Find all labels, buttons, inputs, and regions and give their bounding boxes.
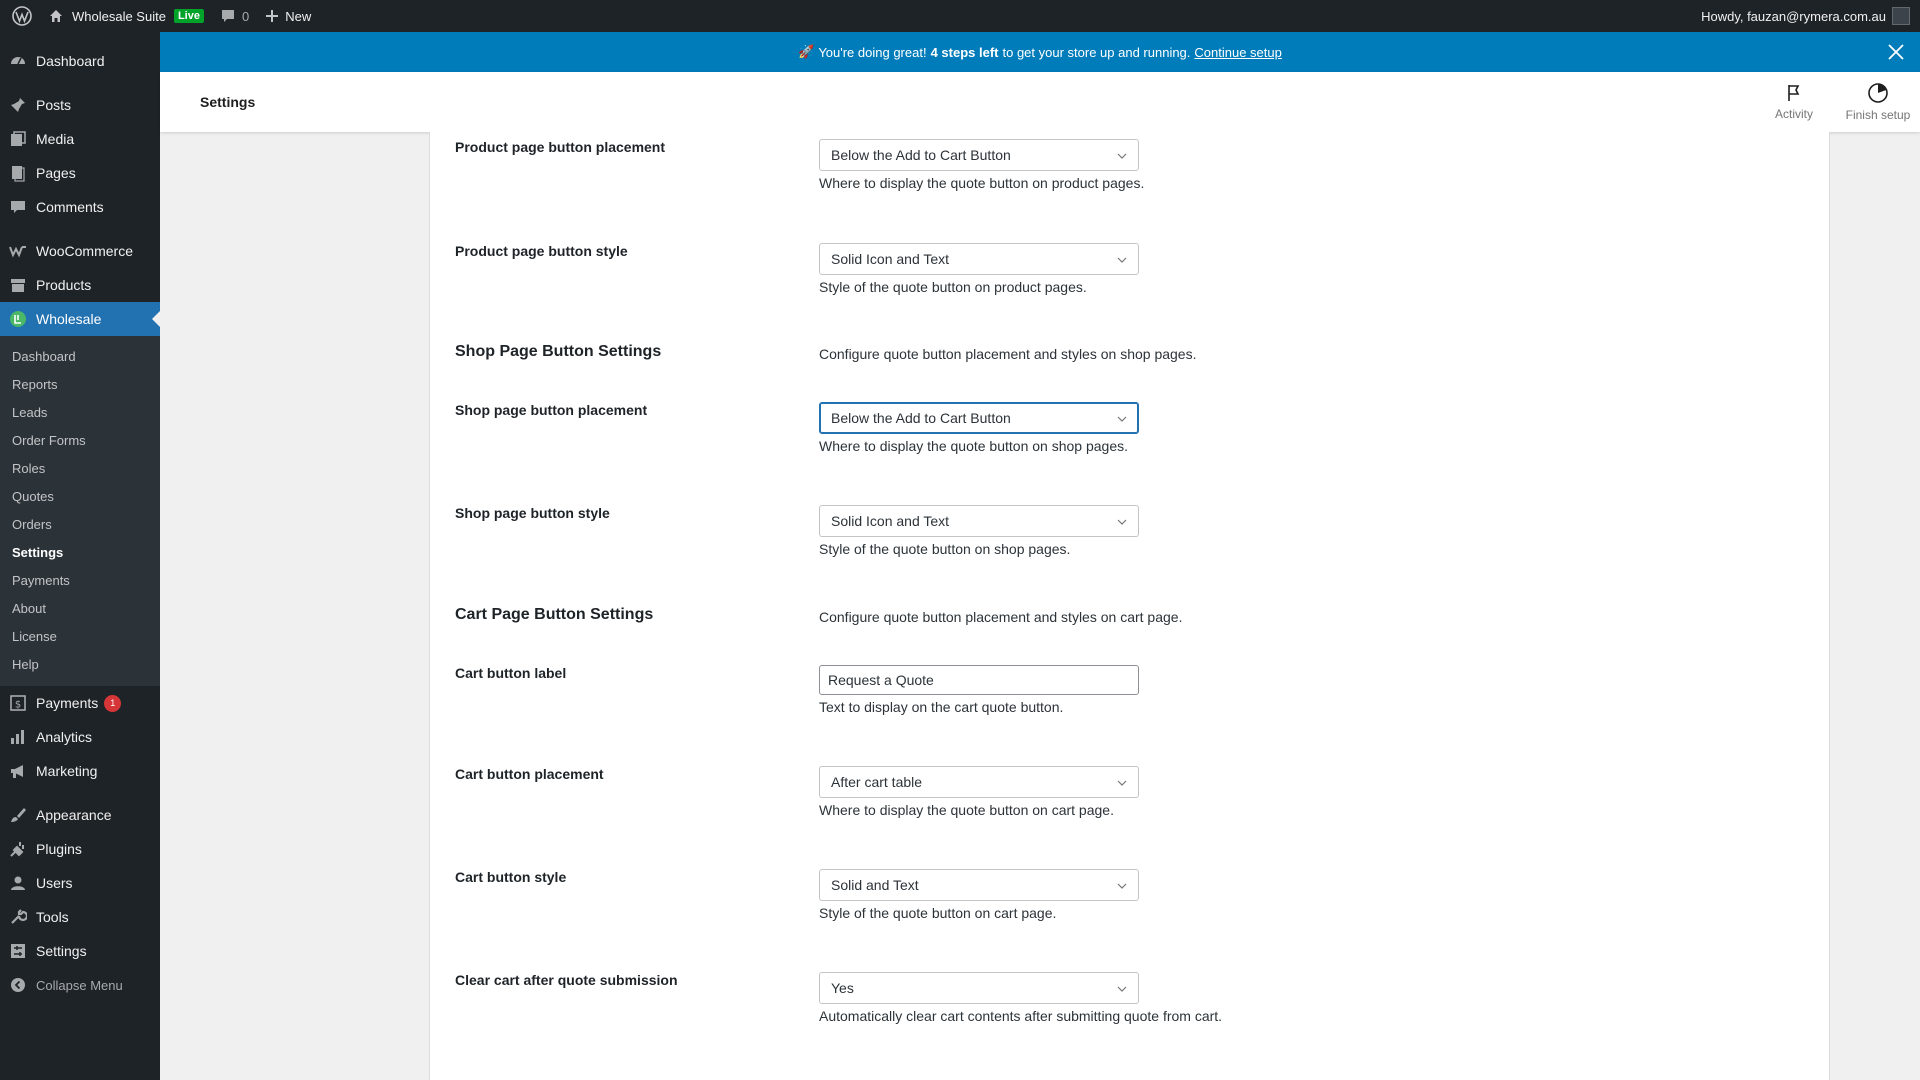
submenu-orders[interactable]: Orders [12, 517, 52, 532]
collapse-menu-button[interactable] [0, 968, 160, 1002]
menu-label: Users [36, 875, 73, 891]
shop-style-select[interactable] [819, 505, 1139, 537]
wrench-icon [8, 907, 28, 927]
menu-label: Wholesale [36, 311, 102, 327]
admin-bar [0, 0, 1920, 32]
submenu-leads[interactable]: Leads [12, 405, 48, 420]
menu-analytics[interactable] [0, 720, 160, 754]
chevron-down-icon [1116, 516, 1128, 528]
my-account[interactable] [1693, 0, 1920, 32]
menu-products[interactable] [0, 268, 160, 302]
continue-setup-link[interactable]: Continue setup [1194, 44, 1282, 60]
site-name-link[interactable] [40, 0, 212, 32]
user-icon [8, 873, 28, 893]
chevron-down-icon [1116, 880, 1128, 892]
settings-panel [429, 132, 1830, 1080]
setting-description: Style of the quote button on cart page. [819, 905, 1057, 921]
close-icon[interactable] [1886, 42, 1906, 62]
home-icon [48, 8, 64, 24]
megaphone-icon [8, 761, 28, 781]
setting-label: Cart button label [455, 665, 567, 681]
pin-icon [8, 95, 28, 115]
activity-label: Activity [1774, 107, 1813, 121]
wholesale-icon [8, 309, 28, 329]
shop-placement-select[interactable] [819, 402, 1139, 434]
setting-label: Shop page button placement [455, 402, 648, 418]
menu-settings[interactable] [0, 934, 160, 968]
setting-description: Style of the quote button on product pages. [819, 279, 1087, 295]
menu-label: Media [36, 131, 75, 147]
chevron-down-icon [1116, 150, 1128, 162]
site-name: Wholesale Suite [72, 8, 166, 24]
comment-bubble-icon [220, 8, 236, 24]
media-icon [8, 129, 28, 149]
comments-link[interactable] [212, 0, 257, 32]
chevron-down-icon [1116, 777, 1128, 789]
setting-label: Cart button placement [455, 766, 604, 782]
submenu-quotes[interactable]: Quotes [12, 489, 54, 504]
menu-label: Pages [36, 165, 76, 181]
payments-badge: 1 [104, 695, 121, 712]
chevron-down-icon [1116, 983, 1128, 995]
select-value: Solid Icon and Text [831, 513, 950, 529]
menu-label: Products [36, 277, 92, 293]
page-header [160, 72, 1920, 132]
cart-label-input[interactable] [819, 665, 1139, 695]
flag-icon [1784, 83, 1804, 103]
chevron-down-icon [1116, 413, 1128, 425]
setup-notice [160, 32, 1920, 72]
new-content-link[interactable] [257, 0, 319, 32]
clear-cart-select[interactable] [819, 972, 1139, 1004]
wordpress-logo-icon[interactable] [4, 0, 40, 32]
menu-plugins[interactable] [0, 832, 160, 866]
menu-pages[interactable] [0, 156, 160, 190]
product-placement-select[interactable] [819, 139, 1139, 171]
setting-description: Text to display on the cart quote button. [819, 699, 1064, 715]
section-heading: Cart Page Button Settings [455, 606, 654, 623]
setting-label: Shop page button style [455, 505, 610, 521]
product-style-select[interactable] [819, 243, 1139, 275]
section-description: Configure quote button placement and styles on cart page. [819, 609, 1183, 625]
brush-icon [8, 805, 28, 825]
menu-label: Marketing [36, 763, 98, 779]
select-value: After cart table [831, 774, 923, 790]
setting-label: Clear cart after quote submission [455, 972, 678, 988]
setting-label: Product page button placement [455, 139, 666, 155]
setting-label: Cart button style [455, 869, 567, 885]
menu-posts[interactable] [0, 88, 160, 122]
cart-placement-select[interactable] [819, 766, 1139, 798]
collapse-label: Collapse Menu [36, 977, 123, 993]
menu-woocommerce[interactable] [0, 234, 160, 268]
submenu-about[interactable]: About [12, 601, 46, 616]
submenu-settings[interactable]: Settings [12, 545, 64, 560]
menu-comments[interactable] [0, 190, 160, 224]
new-label: New [285, 8, 312, 24]
menu-label: Posts [36, 97, 72, 113]
menu-label: Payments [36, 695, 99, 711]
svg-text:$: $ [14, 699, 22, 711]
menu-tools[interactable] [0, 900, 160, 934]
setting-description: Where to display the quote button on cart page. [819, 802, 1114, 818]
submenu-license[interactable]: License [12, 629, 57, 644]
wholesale-submenu [0, 336, 160, 686]
comment-icon [8, 197, 28, 217]
analytics-icon [8, 727, 28, 747]
menu-label: Settings [36, 943, 87, 959]
progress-circle-icon [1867, 82, 1889, 104]
rocket-icon: 🚀 [798, 44, 815, 59]
menu-users[interactable] [0, 866, 160, 900]
notice-text-before: You're doing great! [818, 44, 927, 60]
plus-icon [265, 9, 279, 23]
comments-count: 0 [241, 8, 250, 24]
howdy-text: Howdy, fauzan@rymera.com.au [1701, 8, 1886, 24]
submenu-help[interactable]: Help [12, 657, 39, 672]
admin-sidebar [0, 32, 160, 1080]
select-value: Solid and Text [831, 877, 919, 893]
menu-label: WooCommerce [36, 243, 133, 259]
chevron-down-icon [1116, 254, 1128, 266]
menu-payments[interactable] [0, 686, 160, 720]
live-badge: Live [174, 9, 204, 23]
finish-setup-button[interactable] [1836, 72, 1920, 132]
section-description: Configure quote button placement and styles on shop pages. [819, 346, 1197, 362]
menu-marketing[interactable] [0, 754, 160, 788]
pages-icon [8, 163, 28, 183]
menu-wholesale[interactable] [0, 302, 160, 336]
activity-button[interactable] [1752, 72, 1836, 132]
woocommerce-icon [8, 241, 28, 261]
setting-description: Where to display the quote button on product pages. [819, 175, 1145, 191]
setting-description: Automatically clear cart contents after submitting quote from cart. [819, 1008, 1223, 1024]
menu-media[interactable] [0, 122, 160, 156]
cart-style-select[interactable] [819, 869, 1139, 901]
settings-icon [8, 941, 28, 961]
submenu-order-forms[interactable]: Order Forms [12, 433, 86, 448]
select-value: Below the Add to Cart Button [831, 410, 1011, 426]
submenu-dashboard[interactable]: Dashboard [12, 349, 76, 364]
select-value: Yes [831, 980, 854, 996]
menu-label: Appearance [36, 807, 112, 823]
section-heading: Shop Page Button Settings [455, 343, 662, 360]
setting-label: Product page button style [455, 243, 628, 259]
menu-label: Plugins [36, 841, 82, 857]
submenu-roles[interactable]: Roles [12, 461, 46, 476]
page-title: Settings [200, 94, 256, 110]
plugin-icon [8, 839, 28, 859]
payments-icon [8, 693, 28, 713]
menu-label: Analytics [36, 729, 93, 745]
menu-appearance[interactable] [0, 798, 160, 832]
setting-description: Where to display the quote button on shop pages. [819, 438, 1128, 454]
menu-dashboard[interactable] [0, 44, 160, 78]
archive-icon [8, 275, 28, 295]
menu-label: Comments [36, 199, 104, 215]
setting-description: Style of the quote button on shop pages. [819, 541, 1071, 557]
submenu-reports[interactable]: Reports [12, 377, 58, 392]
dashboard-icon [8, 51, 28, 71]
menu-label: Tools [36, 909, 69, 925]
menu-label: Dashboard [36, 53, 105, 69]
submenu-payments[interactable]: Payments [12, 573, 70, 588]
finish-setup-label: Finish setup [1845, 108, 1911, 122]
select-value: Below the Add to Cart Button [831, 147, 1011, 163]
select-value: Solid Icon and Text [831, 251, 950, 267]
avatar [1892, 7, 1910, 25]
notice-steps-left: 4 steps left [930, 44, 999, 60]
collapse-arrow-icon [8, 975, 28, 995]
notice-text-after: to get your store up and running. [1002, 44, 1191, 60]
